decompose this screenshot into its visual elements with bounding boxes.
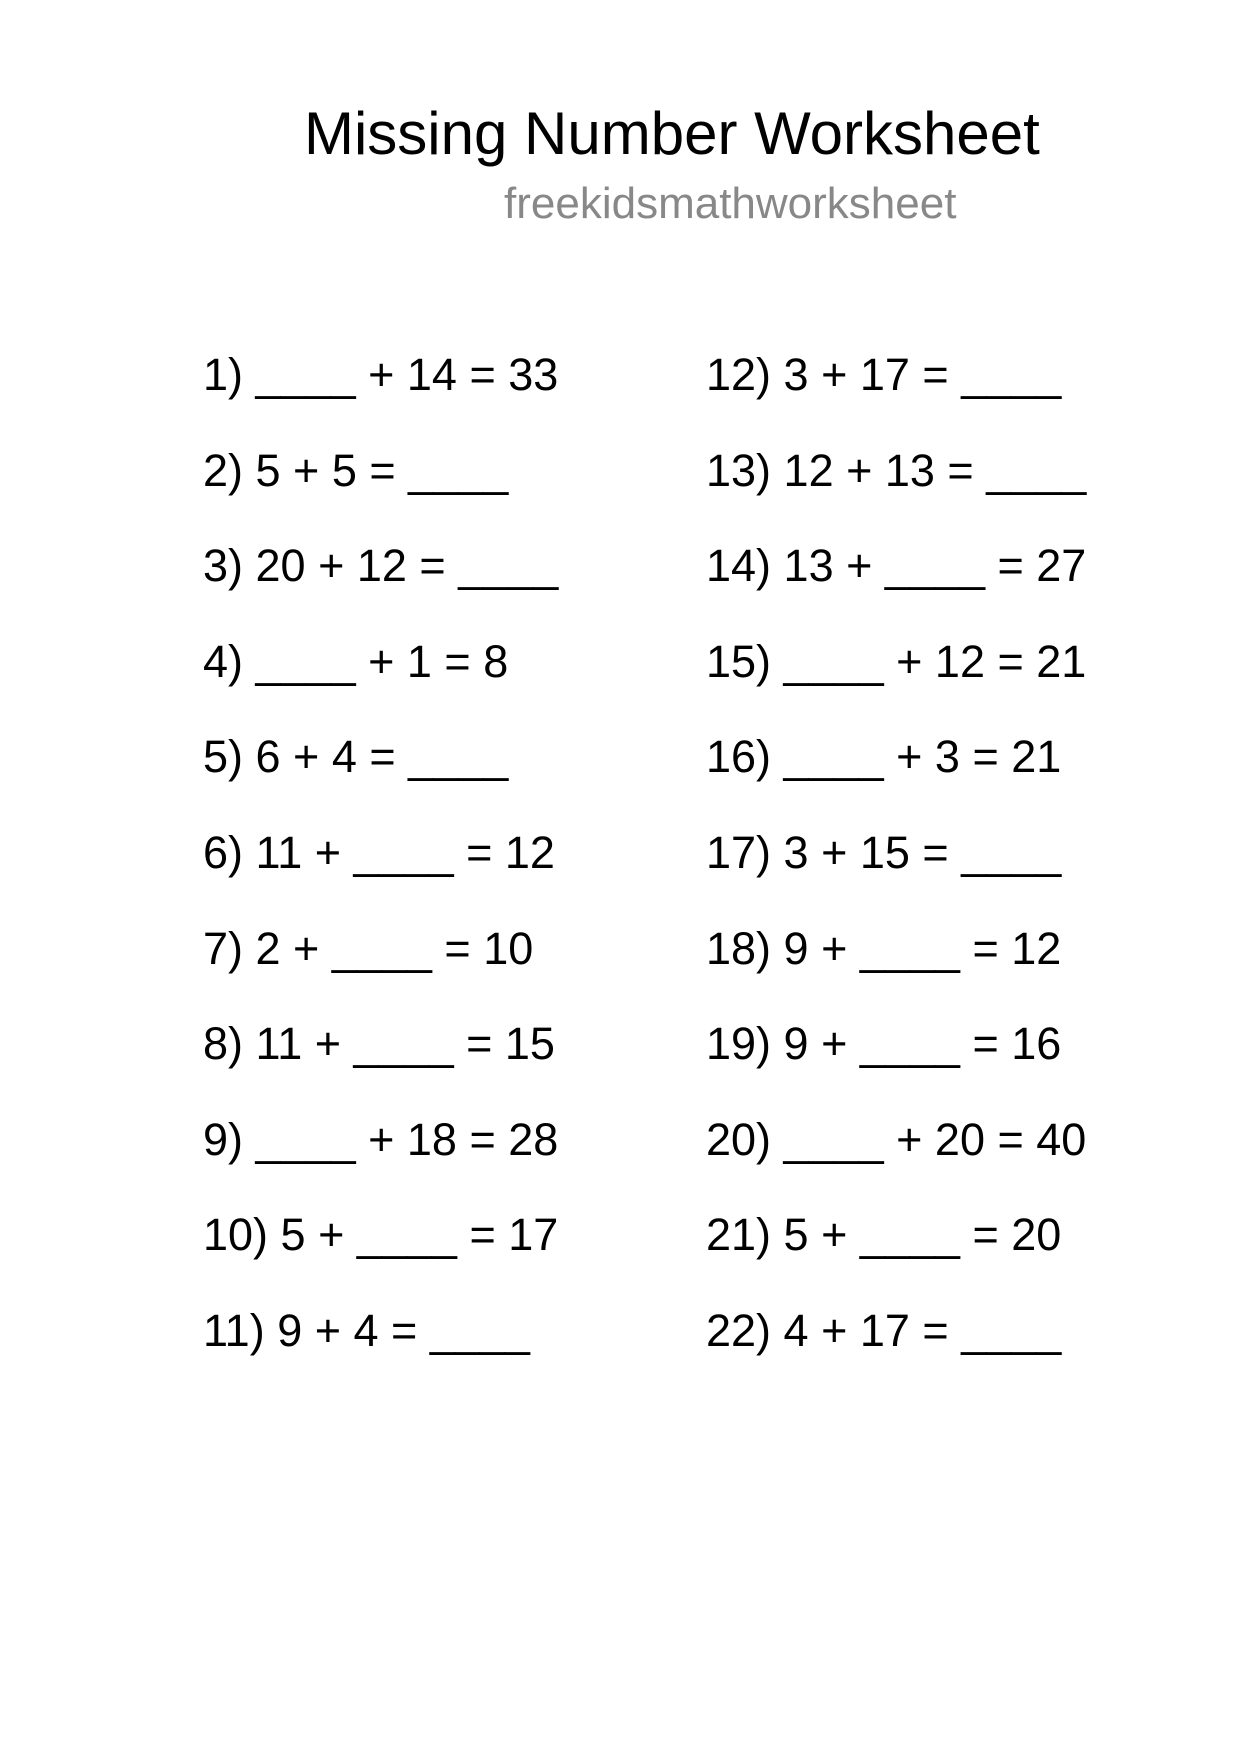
problem-item: 4) ____ + 1 = 8 [203, 635, 509, 687]
problems-column-right [706, 349, 1087, 1404]
problem-item: 8) 11 + ____ = 15 [203, 1018, 555, 1070]
problem-item: 14) 13 + ____ = 27 [706, 540, 1087, 592]
problem-item: 2) 5 + 5 = ____ [203, 444, 509, 496]
problem-item: 19) 9 + ____ = 16 [706, 1018, 1062, 1070]
problem-item: 5) 6 + 4 = ____ [203, 731, 509, 783]
problem-item: 12) 3 + 17 = ____ [706, 349, 1062, 400]
problem-item: 1) ____ + 14 = 33 [203, 349, 559, 400]
problem-item: 3) 20 + 12 = ____ [203, 540, 559, 592]
problem-item: 22) 4 + 17 = ____ [706, 1304, 1062, 1356]
problem-item: 20) ____ + 20 = 40 [706, 1113, 1087, 1165]
problem-item: 10) 5 + ____ = 17 [203, 1209, 559, 1261]
problem-item: 18) 9 + ____ = 12 [706, 922, 1062, 974]
problem-item: 7) 2 + ____ = 10 [203, 922, 534, 974]
problem-item: 17) 3 + 15 = ____ [706, 826, 1062, 878]
problem-item: 21) 5 + ____ = 20 [706, 1209, 1062, 1261]
problems-column-left [203, 349, 559, 1404]
worksheet-title: Missing Number Worksheet [304, 100, 1040, 167]
problem-item: 9) ____ + 18 = 28 [203, 1113, 559, 1165]
problem-item: 11) 9 + 4 = ____ [203, 1304, 530, 1356]
worksheet-subtitle: freekidsmathworksheet [504, 179, 957, 228]
problem-item: 15) ____ + 12 = 21 [706, 635, 1087, 687]
problem-item: 6) 11 + ____ = 12 [203, 826, 555, 878]
problem-item: 16) ____ + 3 = 21 [706, 731, 1062, 783]
problem-item: 13) 12 + 13 = ____ [706, 444, 1087, 496]
